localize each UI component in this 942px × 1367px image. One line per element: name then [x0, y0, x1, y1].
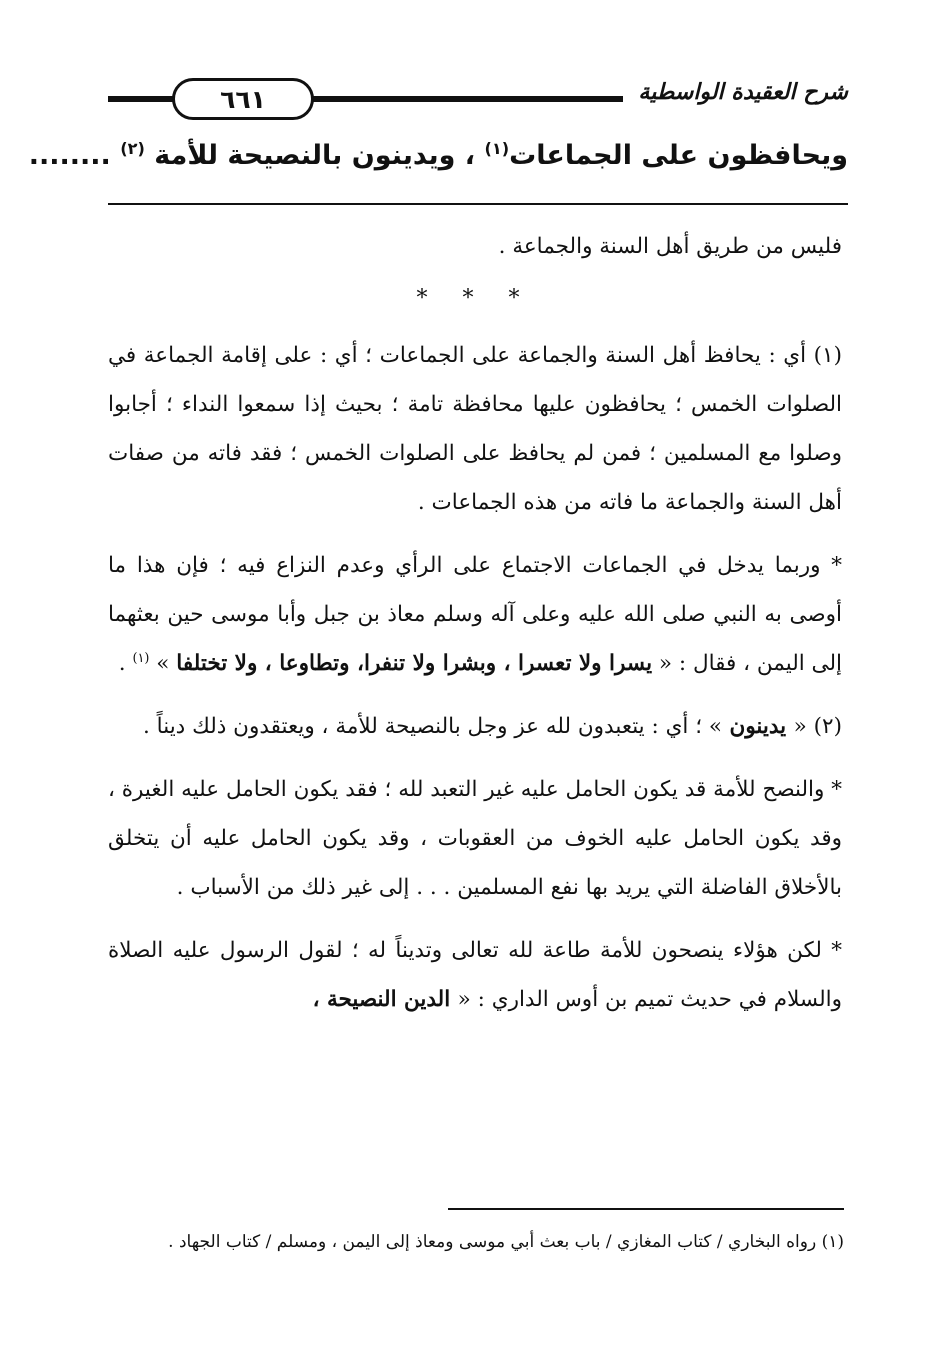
- note2-paragraph-1: [108, 702, 842, 751]
- matn-line: [28, 139, 848, 171]
- matn-part-1: ويحافظون على الجماعات: [509, 140, 848, 171]
- note2-paragraph-2: * والنصح للأمة قد يكون الحامل عليه غير التعبد لله ؛ فقد يكون الحامل عليه الغيرة ، وقد يكون الحامل عليه الخوف من العقوبات ، وقد يكون الحامل عليه أن يتخلق بالأخلاق الفاضلة التي يريد بها نفع المسلمين . . . إلى غير ذلك من الأسباب .: [108, 777, 842, 900]
- page-number: ٦٦١: [172, 78, 314, 120]
- intro-paragraph: فليس من طريق أهل السنة والجماعة .: [498, 234, 842, 259]
- note1-paragraph-2-text: * وربما يدخل في الجماعات الاجتماع على الرأي وعدم النزاع فيه ؛ فإن هذا ما أوصى به النبي صلى الله عليه وعلى آله وسلم معاذ بن جبل وأبا موسى حين بعثهما إلى اليمن ، فقال : «: [108, 553, 842, 676]
- running-header: [108, 76, 848, 126]
- note2-paragraph-1-text: » ؛ أي : يتعبدون لله عز وجل بالنصيحة للأمة ، ويعتقدون ذلك ديناً .: [142, 714, 723, 739]
- section-separator: * * *: [416, 286, 534, 311]
- book-title: شرح العقيدة الواسطية: [638, 80, 848, 105]
- matn-ref-1: (١): [484, 139, 510, 158]
- footnote-ref-1: (١): [132, 650, 150, 666]
- matn-rule: [108, 203, 848, 205]
- note1-paragraph-2-end: .: [118, 651, 133, 676]
- footnote-rule: [448, 1208, 844, 1210]
- note2-term: يدينون: [722, 714, 794, 739]
- matn-dots: ........: [28, 140, 111, 171]
- commentary-body: [108, 222, 842, 1038]
- hadith-quote-2: الدين النصيحة ،: [312, 987, 458, 1012]
- matn-ref-2: (٢): [120, 139, 145, 158]
- note1-paragraph-2: [108, 541, 842, 688]
- note1-paragraph-2-close: »: [156, 651, 170, 676]
- matn-part-2: ، ويدينون بالنصيحة للأمة: [154, 140, 476, 171]
- note2-paragraph-1-open: (٢) «: [793, 714, 842, 739]
- footnote-1: (١) رواه البخاري / كتاب المغازي / باب بعث أبي موسى ومعاذ إلى اليمن ، ومسلم / كتاب الجهاد .: [168, 1232, 844, 1252]
- note1-paragraph-1: (١) أي : يحافظ أهل السنة والجماعة على الجماعات ؛ أي : على إقامة الجماعة في الصلوات الخمس ؛ يحافظون عليها محافظة تامة ؛ بحيث إذا سمعوا النداء ؛ أجابوا وصلوا مع المسلمين ؛ فمن لم يحافظ على الصلوات الخمس ؛ فقد فاته من صفات أهل السنة والجماعة ما فاته من هذه الجماعات .: [108, 343, 842, 515]
- note2-paragraph-3: [108, 926, 842, 1024]
- hadith-quote-1: يسرا ولا تعسرا ، وبشرا ولا تنفرا، وتطاوعا ، ولا تختلفا: [176, 651, 653, 676]
- note2-paragraph-3-text: * لكن هؤلاء ينصحون للأمة طاعة لله تعالى وتديناً له ؛ لقول الرسول عليه الصلاة والسلام في حديث تميم بن أوس الداري : «: [108, 938, 842, 1012]
